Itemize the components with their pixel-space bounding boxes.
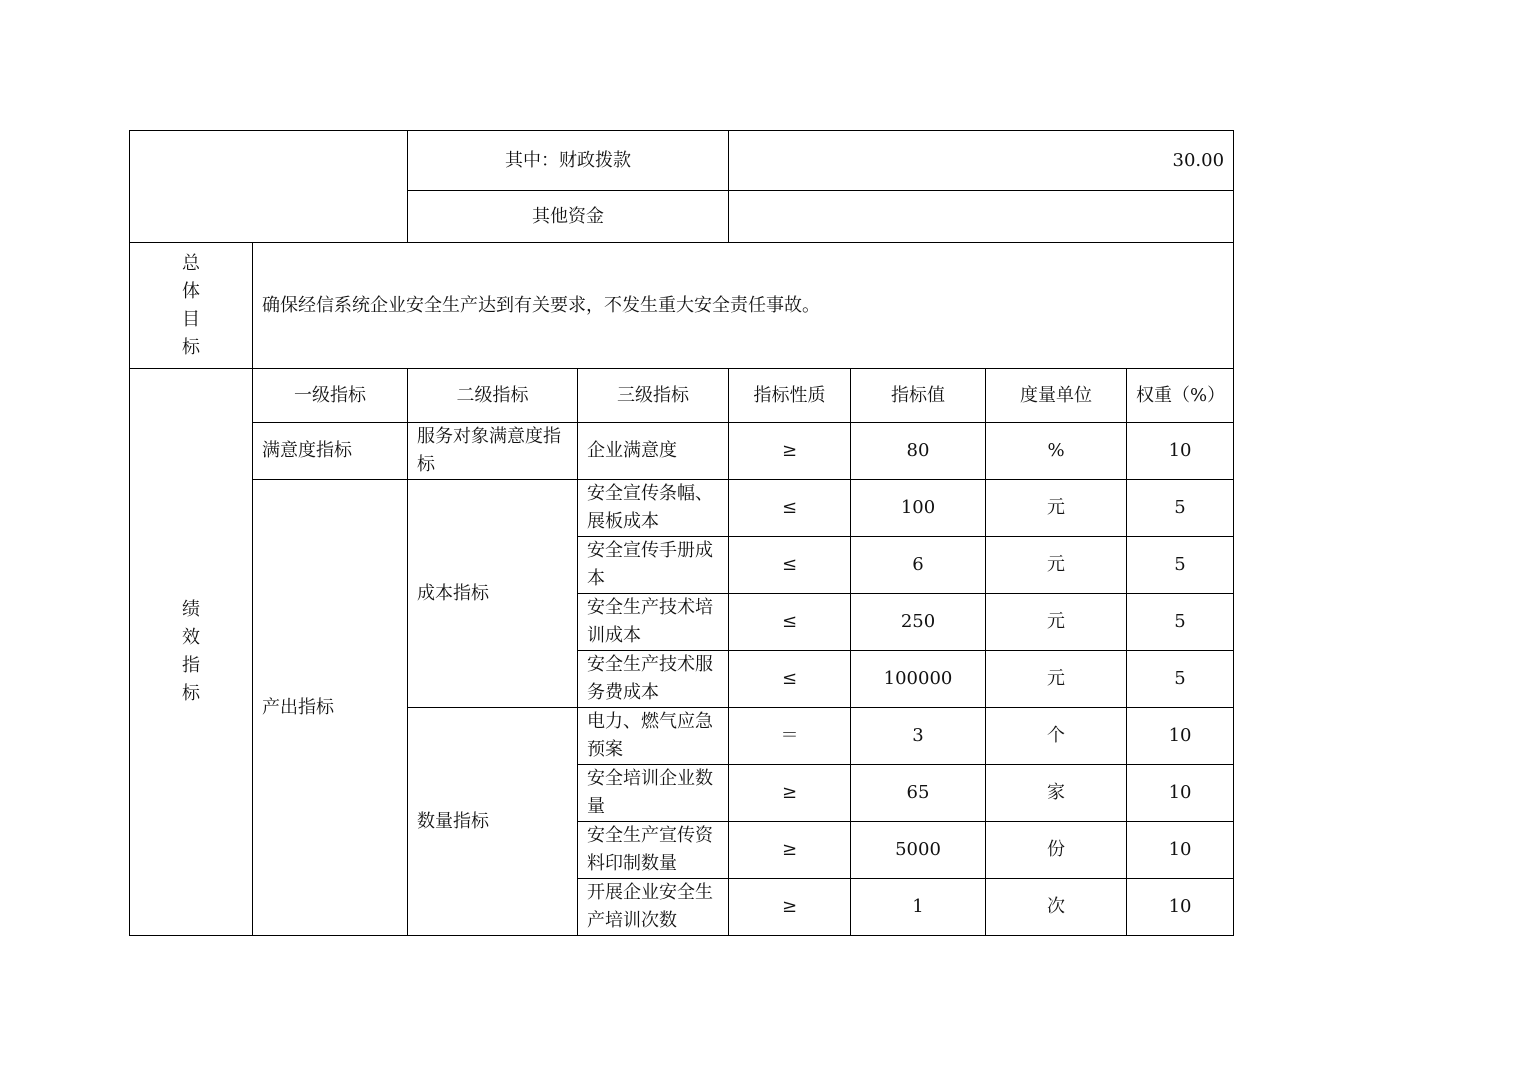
header-level1: 一级指标 xyxy=(253,369,408,423)
indicator-unit: 个 xyxy=(986,708,1127,765)
header-level2: 二级指标 xyxy=(408,369,578,423)
indicator-unit: 元 xyxy=(986,480,1127,537)
indicator-weight: 5 xyxy=(1127,651,1234,708)
indicator-unit: % xyxy=(986,423,1127,480)
indicator-weight: 5 xyxy=(1127,537,1234,594)
header-level3: 三级指标 xyxy=(578,369,729,423)
indicator-op: ≤ xyxy=(729,480,851,537)
indicator-value: 3 xyxy=(851,708,986,765)
level1-satisfaction: 满意度指标 xyxy=(253,423,408,480)
goal-row xyxy=(130,243,1234,369)
fiscal-label: 其中：财政拨款 xyxy=(408,131,729,191)
indicator-name: 电力、燃气应急预案 xyxy=(578,708,729,765)
fiscal-value: 30.00 xyxy=(729,131,1234,191)
header-weight: 权重（%） xyxy=(1127,369,1234,423)
indicator-value: 6 xyxy=(851,537,986,594)
indicator-op: ≤ xyxy=(729,651,851,708)
indicator-name: 安全宣传手册成本 xyxy=(578,537,729,594)
performance-goal-table xyxy=(129,130,1234,936)
other-funds-label: 其他资金 xyxy=(408,191,729,243)
indicator-value: 1 xyxy=(851,879,986,936)
indicator-name: 安全宣传条幅、展板成本 xyxy=(578,480,729,537)
goal-label: 总 体 目 标 xyxy=(130,243,253,369)
other-funds-value xyxy=(729,191,1234,243)
indicator-name: 企业满意度 xyxy=(578,423,729,480)
level1-output: 产出指标 xyxy=(253,480,408,936)
goal-text: 确保经信系统企业安全生产达到有关要求，不发生重大安全责任事故。 xyxy=(253,243,1234,369)
indicator-unit: 份 xyxy=(986,822,1127,879)
indicator-value: 65 xyxy=(851,765,986,822)
indicator-value: 5000 xyxy=(851,822,986,879)
indicator-value: 80 xyxy=(851,423,986,480)
indicator-op: ≥ xyxy=(729,822,851,879)
indicator-unit: 家 xyxy=(986,765,1127,822)
indicator-weight: 10 xyxy=(1127,879,1234,936)
indicator-name: 安全培训企业数量 xyxy=(578,765,729,822)
table-row xyxy=(130,480,1234,537)
indicator-value: 250 xyxy=(851,594,986,651)
funding-row-fiscal xyxy=(130,131,1234,191)
indicator-name: 开展企业安全生产培训次数 xyxy=(578,879,729,936)
indicator-weight: 5 xyxy=(1127,480,1234,537)
indicator-weight: 10 xyxy=(1127,822,1234,879)
level2-cost: 成本指标 xyxy=(408,480,578,708)
indicator-name: 安全生产技术培训成本 xyxy=(578,594,729,651)
indicator-name: 安全生产宣传资料印制数量 xyxy=(578,822,729,879)
level2-quantity: 数量指标 xyxy=(408,708,578,936)
indicator-header-row xyxy=(130,369,1234,423)
indicator-weight: 10 xyxy=(1127,765,1234,822)
indicator-unit: 元 xyxy=(986,537,1127,594)
performance-label: 绩 效 指 标 xyxy=(130,369,253,936)
header-unit: 度量单位 xyxy=(986,369,1127,423)
level2-service-satisfaction: 服务对象满意度指标 xyxy=(408,423,578,480)
indicator-value: 100 xyxy=(851,480,986,537)
indicator-op: ≥ xyxy=(729,879,851,936)
indicator-value: 100000 xyxy=(851,651,986,708)
indicator-weight: 5 xyxy=(1127,594,1234,651)
indicator-weight: 10 xyxy=(1127,423,1234,480)
indicator-op: ＝ xyxy=(729,708,851,765)
indicator-op: ≤ xyxy=(729,537,851,594)
indicator-weight: 10 xyxy=(1127,708,1234,765)
indicator-name: 安全生产技术服务费成本 xyxy=(578,651,729,708)
header-nature: 指标性质 xyxy=(729,369,851,423)
indicator-op: ≥ xyxy=(729,423,851,480)
indicator-op: ≥ xyxy=(729,765,851,822)
table-row xyxy=(130,423,1234,480)
header-value: 指标值 xyxy=(851,369,986,423)
indicator-unit: 元 xyxy=(986,594,1127,651)
funding-blank-cell xyxy=(130,131,408,243)
indicator-unit: 元 xyxy=(986,651,1127,708)
indicator-op: ≤ xyxy=(729,594,851,651)
indicator-unit: 次 xyxy=(986,879,1127,936)
